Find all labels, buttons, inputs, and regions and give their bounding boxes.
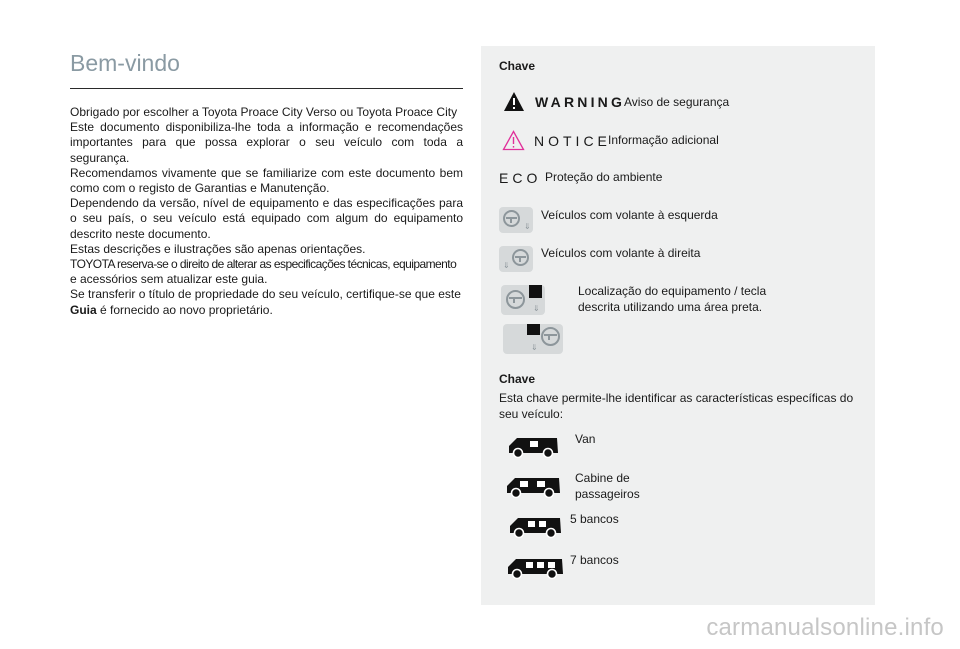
steering-wheel-icon bbox=[506, 290, 525, 309]
steering-wheel-icon bbox=[503, 210, 520, 227]
steering-wheel-icon bbox=[541, 327, 560, 346]
location-rhd-icon bbox=[503, 324, 563, 354]
transfer-paragraph: Se transferir o título de propriedade do seu veículo, certifique-se que este bbox=[70, 287, 461, 302]
welcome-body bbox=[70, 105, 463, 318]
transfer-rest: é fornecido ao novo proprietário. bbox=[96, 302, 273, 317]
key-intro: Esta chave permite-lhe identificar as características específicas do seu veículo: bbox=[499, 391, 854, 421]
key-panel bbox=[481, 46, 875, 605]
guidance-paragraph: Estas descrições e ilustrações são apenas orientações. bbox=[70, 241, 366, 256]
vehicle-label-seven-seats: 7 bancos bbox=[570, 553, 619, 567]
key-heading-2: Chave bbox=[499, 372, 536, 386]
welcome-section bbox=[70, 50, 463, 318]
notice-triangle-icon bbox=[502, 130, 525, 151]
location-lhd-icon bbox=[501, 285, 545, 315]
eco-tag: ECO bbox=[499, 170, 542, 186]
arrow-down-icon: ⇓ bbox=[503, 261, 510, 270]
rights-paragraph bbox=[70, 257, 463, 272]
rights-paragraph-cont: e acessórios sem atualizar este guia. bbox=[70, 272, 268, 287]
seven-seats-icon bbox=[504, 554, 566, 580]
van-icon bbox=[505, 433, 561, 459]
guide-bold: Guia bbox=[70, 302, 97, 317]
location-label: Localização do equipamento / tecla descrita utilizando uma área preta. bbox=[578, 284, 767, 314]
transfer-paragraph-cont bbox=[70, 303, 463, 318]
rhd-label: Veículos com volante à direita bbox=[541, 246, 701, 260]
intro-paragraph: Obrigado por escolher a Toyota Proace City Verso ou Toyota Proace City bbox=[70, 105, 458, 119]
warning-tag: WARNING bbox=[535, 94, 626, 110]
warning-triangle-icon bbox=[503, 91, 525, 112]
key-heading: Chave bbox=[499, 59, 536, 73]
lhd-label: Veículos com volante à esquerda bbox=[541, 208, 718, 222]
info-paragraph: Este documento disponibiliza-lhe toda a informação e recomendações importantes para que possa explorar o seu veículo com toda a segurança. bbox=[70, 120, 463, 165]
passenger-cab-icon bbox=[503, 473, 563, 499]
arrow-down-icon: ⇓ bbox=[531, 343, 538, 352]
watermark: carmanualsonline.info bbox=[706, 614, 944, 641]
version-paragraph: Dependendo da versão, nível de equipamento e das especificações para o seu país, o seu veículo está equipado com algum do equipamento descrito neste documento. bbox=[70, 196, 463, 241]
steering-wheel-icon bbox=[512, 249, 529, 266]
title-divider bbox=[70, 88, 463, 89]
eco-label: Proteção do ambiente bbox=[545, 170, 663, 184]
warning-label: Aviso de segurança bbox=[624, 95, 730, 109]
lhd-icon bbox=[499, 207, 533, 233]
rhd-icon bbox=[499, 246, 533, 272]
recommend-paragraph: Recomendamos vivamente que se familiarize com este documento bem como com o registo de Garantias e Manutenção. bbox=[70, 165, 463, 196]
rights-text: TOYOTA reserva-se o direito de alterar as especificações técnicas, equipamento bbox=[70, 257, 457, 272]
vehicle-label-van: Van bbox=[575, 432, 596, 446]
black-area-marker bbox=[529, 285, 542, 298]
arrow-down-icon: ⇓ bbox=[533, 304, 540, 313]
arrow-down-icon: ⇓ bbox=[524, 222, 531, 231]
vehicle-label-passenger-cab: Cabine de passageiros bbox=[575, 471, 640, 501]
five-seats-icon bbox=[506, 513, 564, 539]
notice-label: Informação adicional bbox=[608, 133, 719, 147]
page-title: Bem-vindo bbox=[70, 50, 180, 76]
notice-tag: NOTICE bbox=[534, 133, 611, 149]
vehicle-label-five-seats: 5 bancos bbox=[570, 512, 619, 526]
black-area-marker bbox=[527, 324, 540, 335]
